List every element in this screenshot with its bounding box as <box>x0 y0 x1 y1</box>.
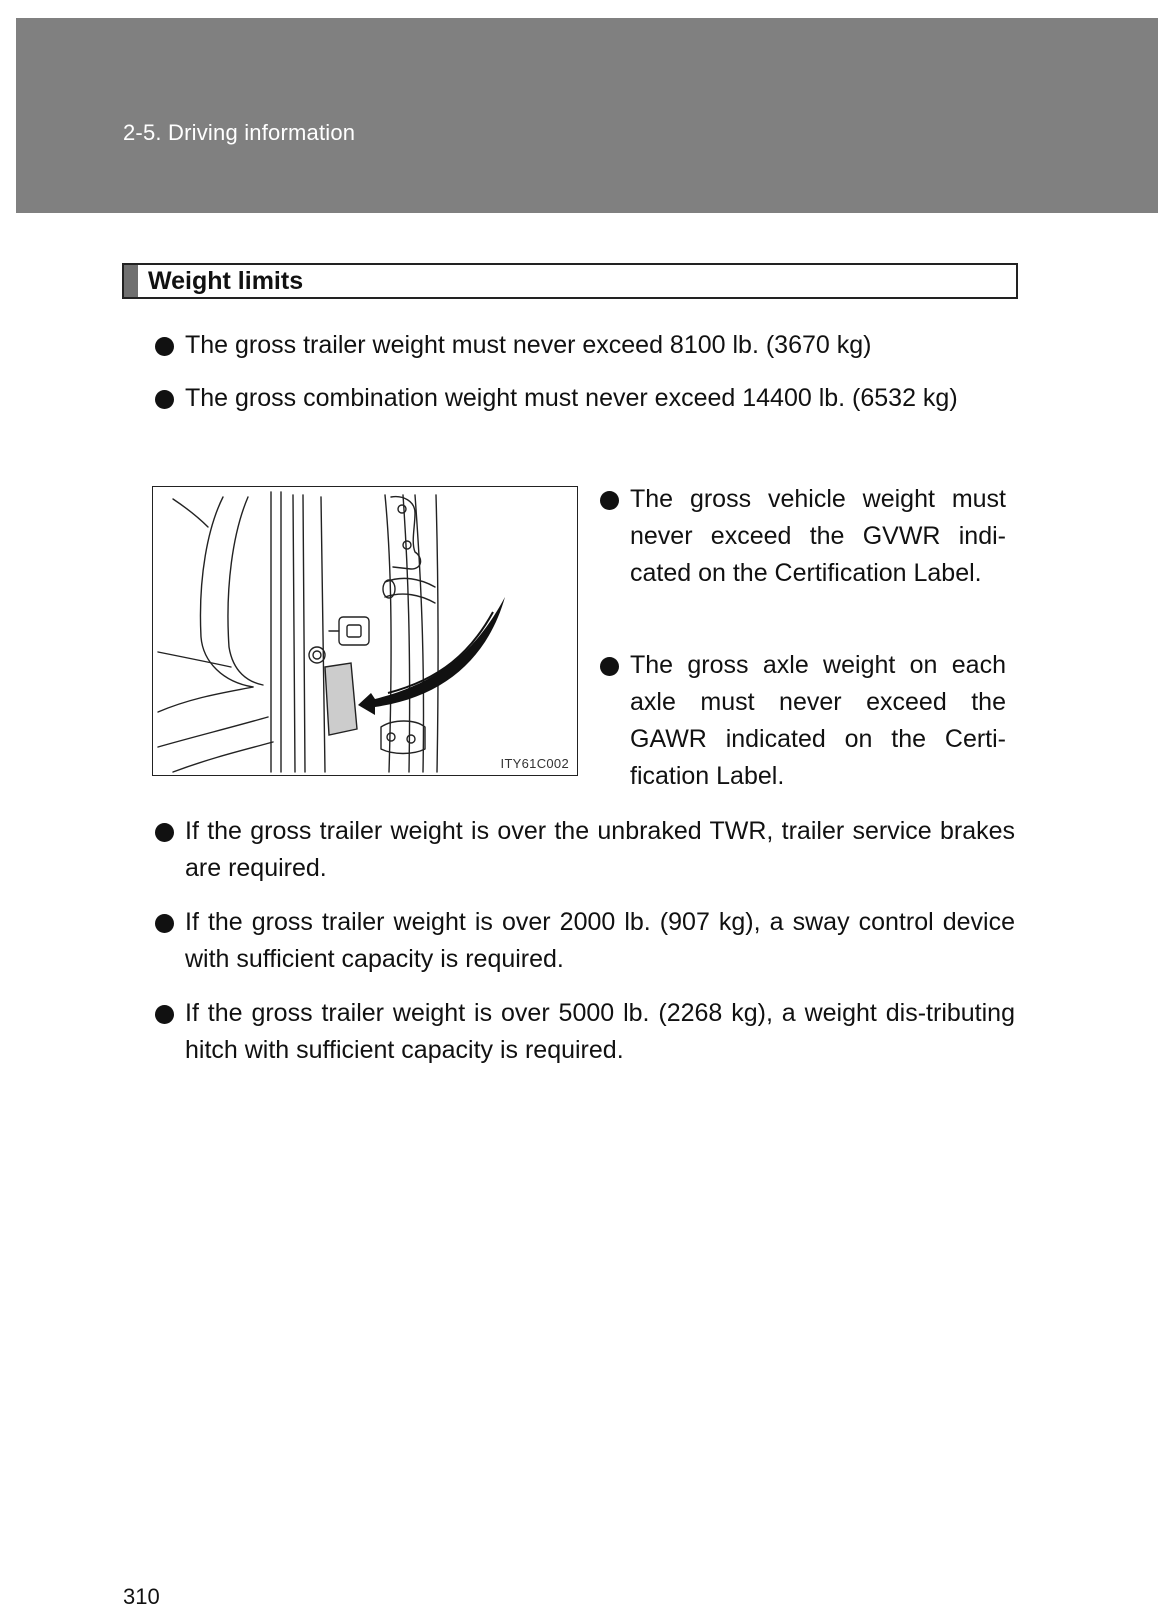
bullet-dot-icon <box>155 337 174 356</box>
bullet-text: The gross vehicle weight must never exceed the GVWR indi-cated on the Certification Label. <box>630 485 1006 587</box>
bullet-dot-icon <box>600 657 619 676</box>
bullet-dot-icon <box>155 390 174 409</box>
bullet-gross-trailer-weight <box>155 327 1015 364</box>
header-band <box>16 18 1158 213</box>
section-title-accent-bar <box>124 265 138 297</box>
bullet-text: If the gross trailer weight is over the unbraked TWR, trailer service brakes are required. <box>185 817 1015 882</box>
bullet-dot-icon <box>155 914 174 933</box>
bullet-sway-control <box>155 904 1015 978</box>
section-breadcrumb: 2-5. Driving information <box>123 120 356 145</box>
bullet-text: The gross combination weight must never exceed 14400 lb. (6532 kg) <box>185 384 958 412</box>
bullet-text: The gross axle weight on each axle must never exceed the GAWR indicated on the Certi-fication Label. <box>630 651 1006 790</box>
bullet-text: If the gross trailer weight is over 2000 lb. (907 kg), a sway control device with sufficient capacity is required. <box>185 908 1015 973</box>
bullet-text: The gross trailer weight must never exceed 8100 lb. (3670 kg) <box>185 331 872 359</box>
bullet-trailer-service-brakes <box>155 813 1015 887</box>
door-jamb-illustration <box>152 486 578 776</box>
section-title-box <box>122 263 1018 299</box>
section-title: Weight limits <box>148 266 304 295</box>
bullet-dot-icon <box>600 491 619 510</box>
bullet-text: If the gross trailer weight is over 5000 lb. (2268 kg), a weight dis-tributing hitch with sufficient capacity is required. <box>185 999 1015 1064</box>
bullet-gross-combination-weight <box>155 380 1015 417</box>
bullet-dot-icon <box>155 823 174 842</box>
bullet-weight-distributing-hitch <box>155 995 1015 1069</box>
bullet-dot-icon <box>155 1005 174 1024</box>
bullet-gross-axle-weight <box>600 647 1006 795</box>
door-jamb-certification-label-icon <box>153 487 578 776</box>
bullet-gross-vehicle-weight <box>600 481 1006 592</box>
page-number: 310 <box>123 1584 160 1609</box>
figure-code: ITY61C002 <box>500 756 569 771</box>
